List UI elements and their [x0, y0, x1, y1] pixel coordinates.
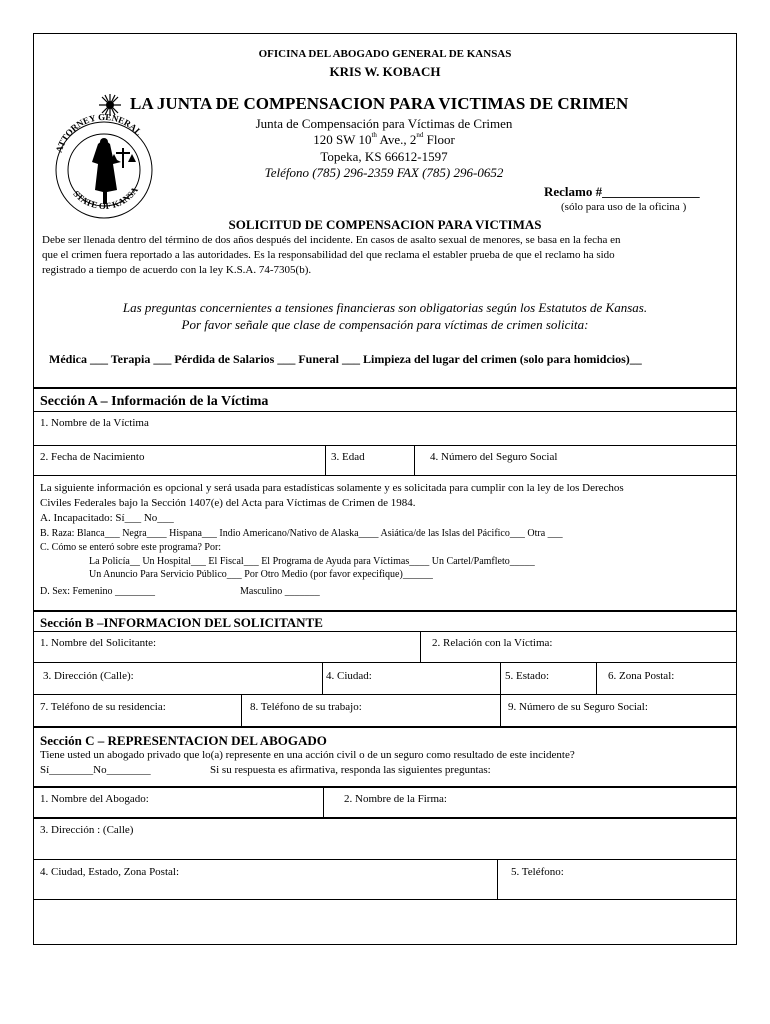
intro-line-1: Debe ser llenada dentro del término de dos años después del incidente. En casos de asalto sexual de menores, se basa en la fecha en: [42, 234, 621, 246]
referral-options-1[interactable]: La Policía__ Un Hospital___ El Fiscal___ El Programa de Ayuda para Víctimas____ Un Cartel/Pamfleto_____: [89, 556, 535, 567]
rule: [323, 786, 324, 817]
relationship-field[interactable]: 2. Relación con la Víctima:: [432, 637, 553, 649]
form-page: [33, 33, 737, 945]
section-c-title: Sección C – REPRESENTACION DEL ABOGADO: [40, 733, 327, 748]
financial-note-1: Las preguntas concernientes a tensiones financieras son obligatorias según los Estatutos de Kansas.: [122, 300, 648, 315]
referral-options-2[interactable]: Un Anuncio Para Servicio Público___ Por Otro Medio (por favor expecifique)______: [89, 569, 433, 580]
rule: [34, 899, 736, 900]
disabled-question[interactable]: A. Incapacitado: Sí___ No___: [40, 512, 174, 524]
rule: [34, 786, 736, 788]
victim-ssn-field[interactable]: 4. Número del Seguro Social: [430, 451, 558, 463]
attorney-if-yes-note: Si su respuesta es afirmativa, responda las siguientes preguntas:: [210, 764, 491, 776]
victim-age-field[interactable]: 3. Edad: [331, 451, 365, 463]
section-c-divider: [34, 726, 736, 728]
optional-note-1: La siguiente información es opcional y será usada para estadísticas solamente y es solicitada para cumplir con la ley de los Derechos: [40, 482, 624, 494]
rule: [241, 694, 242, 726]
attorney-phone-field[interactable]: 5. Teléfono:: [511, 866, 564, 878]
rule: [325, 445, 326, 475]
rule: [34, 859, 736, 860]
section-a-divider: [34, 387, 736, 389]
attorney-question: Tiene usted un abogado privado que lo(a) represente en una acción civil o de un seguro como resultado de este incidente?: [40, 749, 575, 761]
seal-bottom-text: STATE OF KANSA: [71, 185, 140, 212]
applicant-state-field[interactable]: 5. Estado:: [505, 670, 549, 682]
intro-line-3: registrado a tiempo de acuerdo con la ley K.S.A. 74-7305(b).: [42, 264, 312, 276]
section-a-title: Sección A – Información de la Víctima: [40, 394, 269, 409]
sex-male-option[interactable]: Masculino _______: [240, 586, 320, 597]
applicant-name-field[interactable]: 1. Nombre del Solicitante:: [40, 637, 157, 649]
board-phone: Teléfono (785) 296-2359 FAX (785) 296-0652: [264, 165, 504, 180]
claim-number-field[interactable]: Reclamo #_______________: [544, 184, 700, 199]
section-b-divider: [34, 610, 736, 612]
applicant-street-field[interactable]: 3. Dirección (Calle):: [43, 670, 134, 682]
rule: [322, 662, 323, 694]
rule: [414, 445, 415, 475]
rule: [34, 411, 736, 412]
referral-question: C. Cómo se enteró sobre este programa? Por:: [40, 542, 222, 553]
firm-name-field[interactable]: 2. Nombre de la Firma:: [344, 793, 447, 805]
attorney-general-name: KRIS W. KOBACH: [329, 64, 441, 79]
board-city: Topeka, KS 66612-1597: [320, 149, 448, 164]
rule: [34, 694, 736, 695]
financial-note-2: Por favor señale que clase de compensación para víctimas de crimen solicita:: [181, 317, 589, 332]
attorney-name-field[interactable]: 1. Nombre del Abogado:: [40, 793, 149, 805]
rule: [420, 631, 421, 662]
applicant-ssn-field[interactable]: 9. Número de su Seguro Social:: [508, 701, 648, 713]
home-phone-field[interactable]: 7. Teléfono de su residencia:: [40, 701, 166, 713]
rule: [34, 475, 736, 476]
office-use-note: (sólo para uso de la oficina ): [561, 201, 687, 213]
board-subtitle: Junta de Compensación para Víctimas de Crimen: [255, 116, 513, 131]
compensation-type-options[interactable]: Médica ___ Terapia ___ Pérdida de Salarios ___ Funeral ___ Limpieza del lugar del crimen (solo para homidcios)__: [49, 352, 642, 366]
board-title: LA JUNTA DE COMPENSACION PARA VICTIMAS DE CRIMEN: [130, 94, 629, 113]
race-question[interactable]: B. Raza: Blanca___ Negra____ Hispana___ Indio Americano/Nativo de Alaska____ Asiática/de las Islas del Pácifico___ Otra ___: [40, 528, 563, 539]
attorney-yes-no[interactable]: Sí________No________: [40, 764, 151, 776]
applicant-zip-field[interactable]: 6. Zona Postal:: [608, 670, 675, 682]
rule: [34, 817, 736, 819]
attorney-street-field[interactable]: 3. Dirección : (Calle): [40, 824, 134, 836]
form-title: SOLICITUD DE COMPENSACION PARA VICTIMAS: [228, 217, 542, 232]
rule: [596, 662, 597, 694]
work-phone-field[interactable]: 8. Teléfono de su trabajo:: [250, 701, 362, 713]
applicant-city-field[interactable]: 4. Ciudad:: [326, 670, 372, 682]
section-b-title: Sección B –INFORMACION DEL SOLICITANTE: [40, 615, 323, 630]
optional-note-2: Civiles Federales bajo la Sección 1407(e) del Acta para Víctimas de Crimen de 1984.: [40, 497, 416, 509]
board-address: 120 SW 10th Ave., 2nd Floor: [313, 131, 455, 147]
victim-name-field[interactable]: 1. Nombre de la Víctima: [40, 417, 149, 429]
rule: [34, 445, 736, 446]
seal-outer-text: ATTORNEY GENERAL: [53, 111, 144, 154]
office-heading: OFICINA DEL ABOGADO GENERAL DE KANSAS: [258, 48, 512, 60]
intro-line-2: que el crimen fuera reportado a las autoridades. Es la responsabilidad del que reclama el establer prueba de que el reclamo ha sido: [42, 249, 615, 261]
rule: [497, 859, 498, 899]
sex-female-option[interactable]: D. Sex: Femenino ________: [40, 586, 155, 597]
rule: [34, 631, 736, 632]
attorney-city-state-zip-field[interactable]: 4. Ciudad, Estado, Zona Postal:: [40, 866, 180, 878]
victim-birthdate-field[interactable]: 2. Fecha de Nacimiento: [40, 451, 145, 463]
rule: [34, 662, 736, 663]
